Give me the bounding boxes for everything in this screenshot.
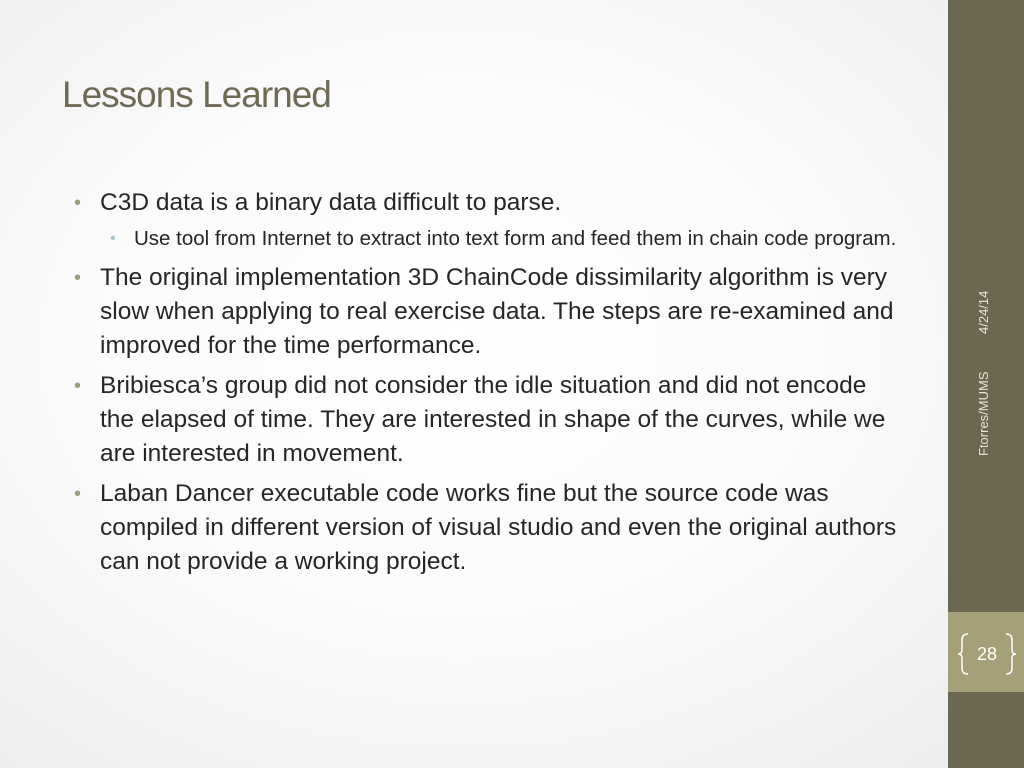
sub-bullet-icon: • [110,230,116,247]
sub-bullet-item [72,224,902,253]
page-number: 28 [976,644,998,664]
bullet-text: Laban Dancer executable code works fine but the source code was compiled in different version of visual studio and even the original authors can not provide a working project. [100,480,897,575]
bullet-icon: • [74,483,82,505]
sub-bullet-text: Use tool from Internet to extract into text form and feed them in chain code program. [134,227,897,250]
bullet-item [72,261,902,363]
bullet-item [72,186,902,220]
bullet-item [72,369,902,471]
slide-author: Ftorres/MUMS [976,371,991,456]
bullet-text: The original implementation 3D ChainCode dissimilarity algorithm is very slow when applying to real exercise data. The steps are re-examined and improved for the time performance. [100,264,894,359]
bullet-icon: • [74,267,82,289]
slide-content [72,186,902,585]
bullet-icon: • [74,375,82,397]
bullet-text: C3D data is a binary data difficult to parse. [100,189,562,216]
bullet-text: Bribiesca’s group did not consider the idle situation and did not encode the elapsed of time. They are interested in shape of the curves, while we are interested in movement. [100,372,886,467]
slide-date: 4/24/14 [976,290,991,334]
slide-title: Lessons Learned [62,74,331,115]
bullet-item [72,477,902,579]
bullet-icon: • [74,192,82,214]
